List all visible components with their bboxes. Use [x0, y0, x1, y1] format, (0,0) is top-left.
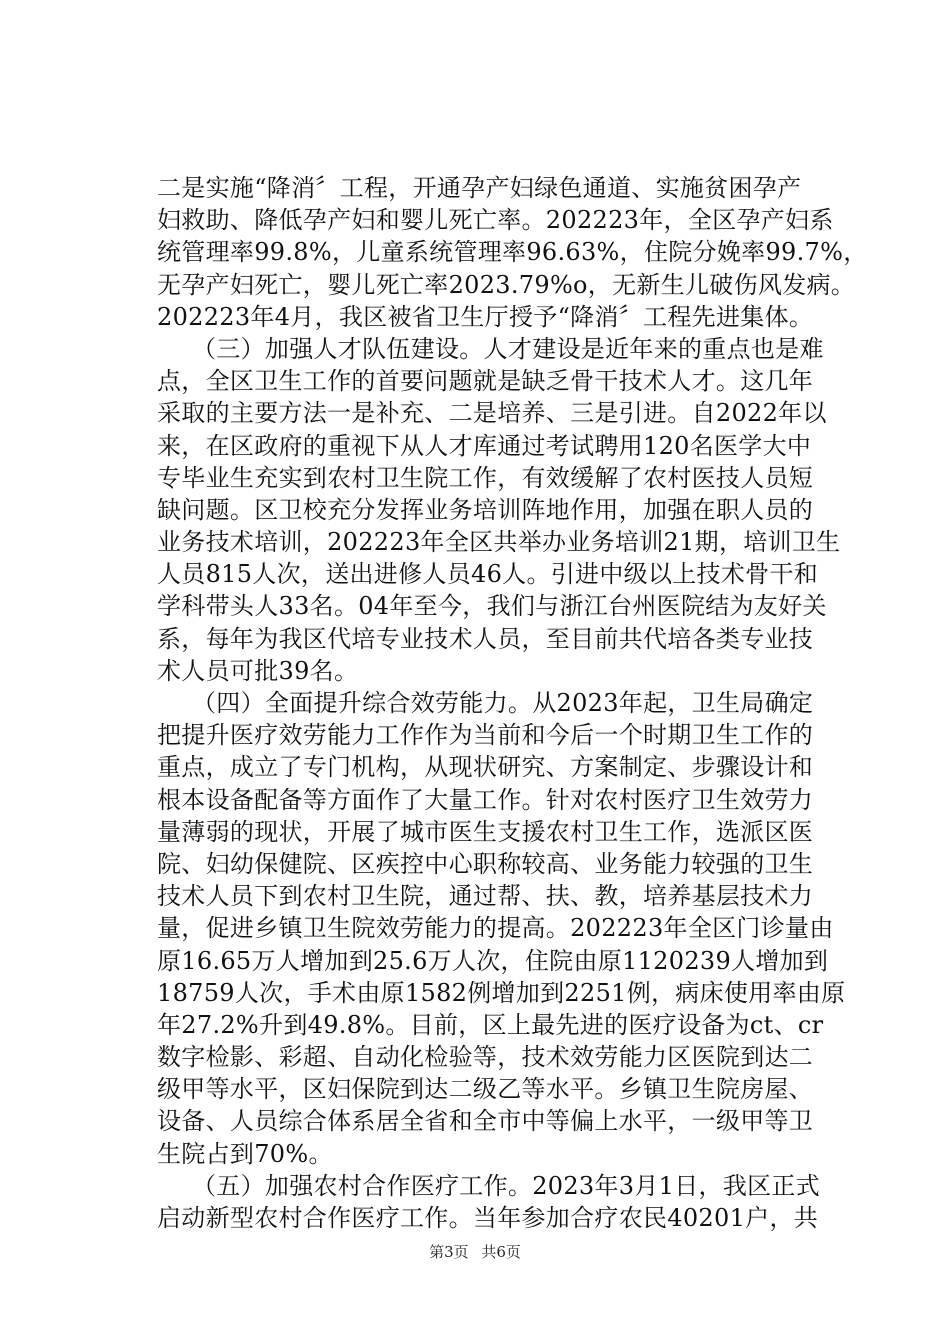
body-text	[157, 172, 868, 1234]
text-line: 人员815人次，送出进修人员46人。引进中级以上技术骨干和	[157, 560, 819, 589]
text-line: 启动新型农村合作医疗工作。当年参加合疗农民40201户，共	[157, 1204, 819, 1232]
text-line: 原16.65万人增加到25.6万人次，住院由原1120239人增加到	[157, 946, 829, 975]
page-footer	[0, 1242, 950, 1262]
text-line: 无孕产妇死亡，婴儿死亡率2023.79%o，无新生儿破伤风发病。	[157, 270, 856, 299]
text-line: 二是实施“降消〞工程，开通孕产妇绿色通道、实施贫困孕产	[157, 174, 802, 202]
text-line: 学科带头人33名。04年至今，我们与浙江台州医院结为友好关	[157, 592, 827, 621]
section-4-heading-line: （四）全面提升综合效劳能力。从2023年起，卫生局确定	[192, 689, 814, 717]
text-line: 专毕业生充实到农村卫生院工作，有效缓解了农村医技人员短	[157, 463, 814, 492]
text-line: 18759人次，手术由原1582例增加到2251例，病床使用率由原	[157, 978, 846, 1007]
text-line: 年27.2%升到49.8%。目前，区上最先进的医疗设备为ct、cr	[157, 1010, 824, 1039]
section-3-heading-line: （三）加强人才队伍建设。人才建设是近年来的重点也是难	[192, 334, 824, 363]
text-line: 术人员可批39名。	[157, 656, 359, 685]
text-line: 采取的主要方法一是补充、二是培养、三是引进。自2022年以	[157, 399, 827, 428]
text-line: 系，每年为我区代培专业技术人员，至目前共代培各类专业技	[157, 624, 814, 653]
text-line: 业务技术培训，202223年全区共举办业务培训21期，培训卫生	[157, 528, 841, 557]
text-line: 级甲等水平，区妇保院到达二级乙等水平。乡镇卫生院房屋、	[157, 1075, 814, 1104]
section-5-heading-line: （五）加强农村合作医疗工作。2023年3月1日，我区正式	[192, 1171, 821, 1200]
text-line: 技术人员下到农村卫生院，通过帮、扶、教，培养基层技术力	[157, 882, 814, 911]
text-line: 把提升医疗效劳能力工作作为当前和今后一个时期卫生工作的	[157, 721, 814, 750]
text-line: 点，全区卫生工作的首要问题就是缺乏骨干技术人才。这几年	[157, 367, 814, 396]
text-line: 重点，成立了专门机构，从现状研究、方案制定、步骤设计和	[157, 753, 814, 782]
text-line: 根本设备配备等方面作了大量工作。针对农村医疗卫生效劳力	[157, 785, 814, 814]
text-line: 202223年4月，我区被省卫生厅授予“降消〞工程先进集体。	[157, 302, 814, 331]
text-line: 缺问题。区卫校充分发挥业务培训阵地作用，加强在职人员的	[157, 495, 814, 524]
page-number: 第3页	[429, 1243, 469, 1261]
text-line: 妇救助、降低孕产妇和婴儿死亡率。202223年，全区孕产妇系	[157, 206, 834, 235]
text-line: 统管理率99.8%，儿童系统管理率96.63%，住院分娩率99.7%，	[157, 238, 868, 267]
page-total: 共6页	[481, 1243, 521, 1261]
text-line: 量薄弱的现状，开展了城市医生支援农村卫生工作，选派区医	[157, 817, 814, 846]
text-line: 院、妇幼保健院、区疾控中心职称较高、业务能力较强的卫生	[157, 849, 814, 878]
text-line: 量，促进乡镇卫生院效劳能力的提高。202223年全区门诊量由	[157, 914, 834, 943]
text-line: 来，在区政府的重视下从人才库通过考试聘用120名医学大中	[157, 431, 812, 460]
text-line: 数字检影、彩超、自动化检验等，技术效劳能力区医院到达二	[157, 1043, 814, 1072]
text-line: 生院占到70%。	[157, 1139, 333, 1168]
text-line: 设备、人员综合体系居全省和全市中等偏上水平，一级甲等卫	[157, 1107, 814, 1136]
